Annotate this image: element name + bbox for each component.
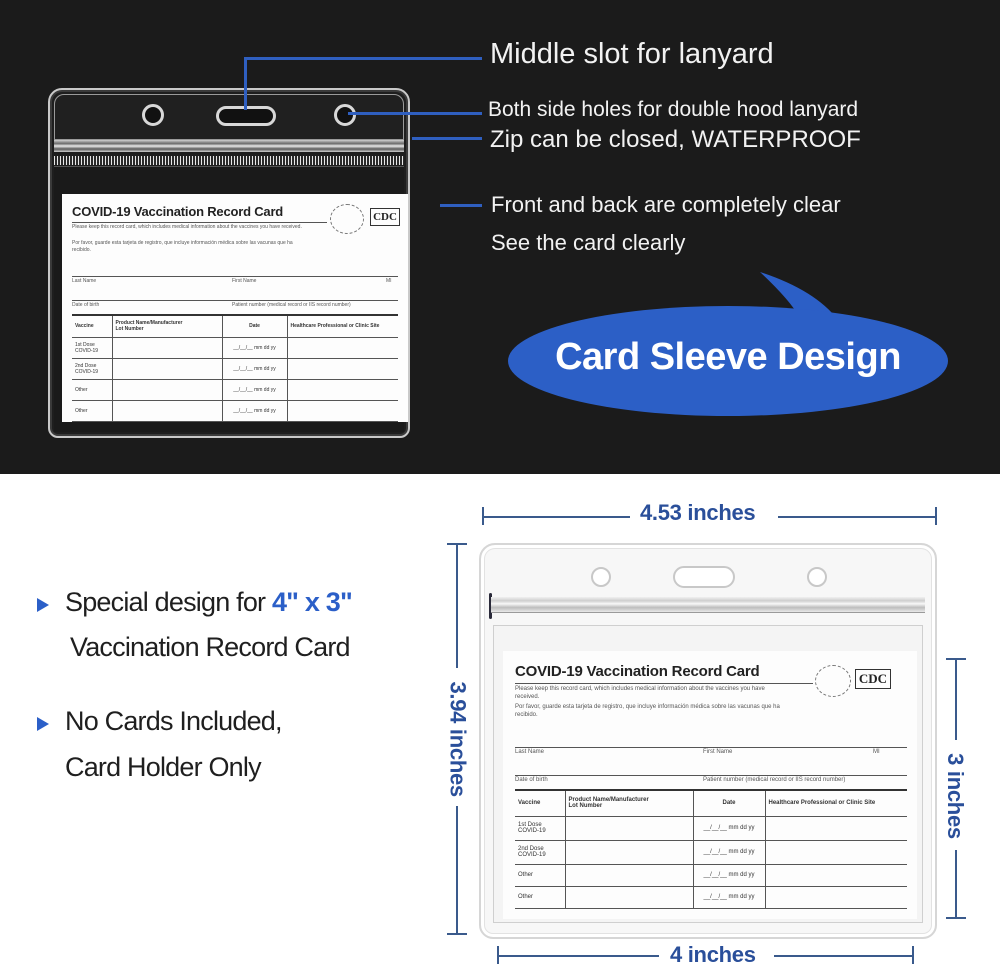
row-vaccine: Other bbox=[515, 886, 565, 908]
name-rule bbox=[515, 747, 907, 748]
card-title: COVID-19 Vaccination Record Card bbox=[515, 663, 760, 680]
dim-line bbox=[774, 955, 914, 957]
th-lot-label: Lot Number bbox=[568, 803, 603, 810]
callout-zip: Zip can be closed, WATERPROOF bbox=[490, 126, 861, 153]
vaccine-table bbox=[515, 789, 907, 909]
last-name-label: Last Name bbox=[72, 278, 97, 284]
row-date: __/__/__ mm dd yy bbox=[693, 816, 765, 840]
callout-line-holes bbox=[348, 112, 482, 115]
table-row bbox=[515, 840, 907, 864]
th-vaccine: Vaccine bbox=[515, 790, 565, 816]
table-row bbox=[72, 379, 398, 400]
table-row bbox=[72, 400, 398, 421]
callout-line-slot-vertical bbox=[244, 58, 247, 110]
hhs-eagle-logo-icon bbox=[330, 204, 364, 234]
zip-teeth bbox=[54, 156, 404, 165]
middle-slot-icon bbox=[673, 566, 735, 588]
cdc-logo: CDC bbox=[855, 669, 891, 689]
table-row bbox=[72, 358, 398, 379]
title-rule bbox=[72, 222, 327, 223]
bullet-triangle-icon bbox=[37, 717, 49, 731]
callout-see-card: See the card clearly bbox=[491, 230, 686, 255]
dob-label: Date of birth bbox=[72, 302, 100, 308]
dim-line bbox=[497, 955, 659, 957]
zip-seal bbox=[54, 140, 404, 152]
card-intro-en: Please keep this record card, which includes medical information about the vaccines you have received. bbox=[72, 224, 302, 230]
th-lot-label: Lot Number bbox=[115, 326, 144, 333]
row-date: __/__/__ mm dd yy bbox=[222, 400, 287, 421]
vaccination-card bbox=[503, 651, 917, 919]
dimension-outer-width: 4.53 inches bbox=[640, 500, 756, 525]
dim-line bbox=[456, 806, 458, 934]
dimension-inner-height: 3 inches bbox=[943, 753, 968, 839]
card-intro-es: Por favor, guarde esta tarjeta de registro, que incluye información médica sobre las vacunas que ha recibido. bbox=[72, 240, 293, 253]
vaccination-card bbox=[62, 194, 408, 422]
mi-label: MI bbox=[386, 278, 392, 284]
vaccine-table bbox=[72, 314, 398, 422]
dim-tick bbox=[912, 946, 914, 964]
dim-line bbox=[778, 516, 936, 518]
dim-tick bbox=[935, 507, 937, 525]
bullet-1-prefix: Special design for bbox=[65, 587, 272, 617]
row-date: __/__/__ mm dd yy bbox=[222, 358, 287, 379]
bullet-2-line-2: Card Holder Only bbox=[65, 752, 261, 782]
table-row bbox=[515, 864, 907, 886]
dimension-outer-height: 3.94 inches bbox=[445, 681, 471, 797]
callout-line-clear bbox=[440, 204, 482, 207]
row-vaccine: 2nd Dose COVID-19 bbox=[72, 358, 112, 379]
card-intro-es: Por favor, guarde esta tarjeta de registro, que incluye información médica sobre las vacunas que ha recibido. bbox=[515, 704, 780, 718]
top-feature-panel bbox=[0, 0, 1000, 474]
dim-line bbox=[955, 658, 957, 740]
callout-line-zip bbox=[412, 137, 482, 140]
row-date: __/__/__ mm dd yy bbox=[693, 864, 765, 886]
patient-number-label: Patient number (medical record or IIS record number) bbox=[703, 777, 846, 783]
dim-line bbox=[955, 850, 957, 918]
row-date: __/__/__ mm dd yy bbox=[222, 337, 287, 358]
callout-side-holes: Both side holes for double hood lanyard bbox=[488, 98, 859, 121]
row-vaccine: Other bbox=[72, 379, 112, 400]
row-date: __/__/__ mm dd yy bbox=[693, 886, 765, 908]
row-vaccine: Other bbox=[515, 864, 565, 886]
card-title: COVID-19 Vaccination Record Card bbox=[72, 204, 284, 219]
table-row bbox=[72, 337, 398, 358]
row-vaccine: 2nd Dose COVID-19 bbox=[515, 840, 565, 864]
row-vaccine: Other bbox=[72, 400, 112, 421]
first-name-label: First Name bbox=[232, 278, 257, 284]
last-name-label: Last Name bbox=[515, 749, 545, 755]
th-product bbox=[565, 790, 693, 816]
dob-rule bbox=[72, 300, 398, 301]
dob-rule bbox=[515, 775, 907, 776]
th-product bbox=[112, 315, 222, 337]
bullet-1-size-accent: 4" x 3" bbox=[271, 587, 352, 617]
dim-line bbox=[482, 516, 630, 518]
bullet-triangle-icon bbox=[37, 598, 49, 612]
patient-number-label: Patient number (medical record or IIS record number) bbox=[232, 302, 351, 308]
dob-label: Date of birth bbox=[515, 777, 548, 783]
row-vaccine: 1st Dose COVID-19 bbox=[72, 337, 112, 358]
th-site: Healthcare Professional or Clinic Site bbox=[765, 790, 907, 816]
bullet-1-line-2: Vaccination Record Card bbox=[70, 632, 350, 662]
card-sleeve-light-photo bbox=[479, 543, 937, 939]
first-name-label: First Name bbox=[703, 749, 733, 755]
th-product-label: Product Name/Manufacturer bbox=[115, 320, 183, 327]
card-intro-en: Please keep this record card, which includes medical information about the vaccines you have received. bbox=[515, 686, 765, 700]
dim-tick bbox=[946, 917, 966, 919]
callout-clear: Front and back are completely clear bbox=[491, 192, 841, 217]
left-hole-icon bbox=[142, 104, 164, 126]
cdc-logo: CDC bbox=[370, 208, 400, 226]
zip-seal bbox=[491, 597, 925, 613]
row-vaccine: 1st Dose COVID-19 bbox=[515, 816, 565, 840]
th-product-label: Product Name/Manufacturer bbox=[568, 797, 649, 804]
table-row bbox=[515, 816, 907, 840]
mi-label: MI bbox=[873, 749, 880, 755]
right-hole-icon bbox=[807, 567, 827, 587]
bullet-2-line-1: No Cards Included, bbox=[65, 706, 282, 736]
name-rule bbox=[72, 276, 398, 277]
dim-line bbox=[456, 543, 458, 668]
row-date: __/__/__ mm dd yy bbox=[693, 840, 765, 864]
card-sleeve-dark-photo bbox=[48, 88, 410, 438]
th-date: Date bbox=[693, 790, 765, 816]
callout-middle-slot: Middle slot for lanyard bbox=[490, 38, 774, 70]
title-rule bbox=[515, 683, 813, 684]
th-date: Date bbox=[222, 315, 287, 337]
hhs-eagle-logo-icon bbox=[815, 665, 851, 697]
th-site: Healthcare Professional or Clinic Site bbox=[287, 315, 398, 337]
table-row bbox=[515, 886, 907, 908]
left-hole-icon bbox=[591, 567, 611, 587]
row-date: __/__/__ mm dd yy bbox=[222, 379, 287, 400]
th-vaccine: Vaccine bbox=[72, 315, 112, 337]
dimension-inner-width: 4 inches bbox=[670, 942, 756, 967]
right-hole-icon bbox=[334, 104, 356, 126]
dim-tick bbox=[447, 933, 467, 935]
bubble-title: Card Sleeve Design bbox=[555, 336, 901, 378]
bullet-1-line-1 bbox=[65, 587, 352, 618]
callout-line-slot bbox=[244, 57, 482, 60]
